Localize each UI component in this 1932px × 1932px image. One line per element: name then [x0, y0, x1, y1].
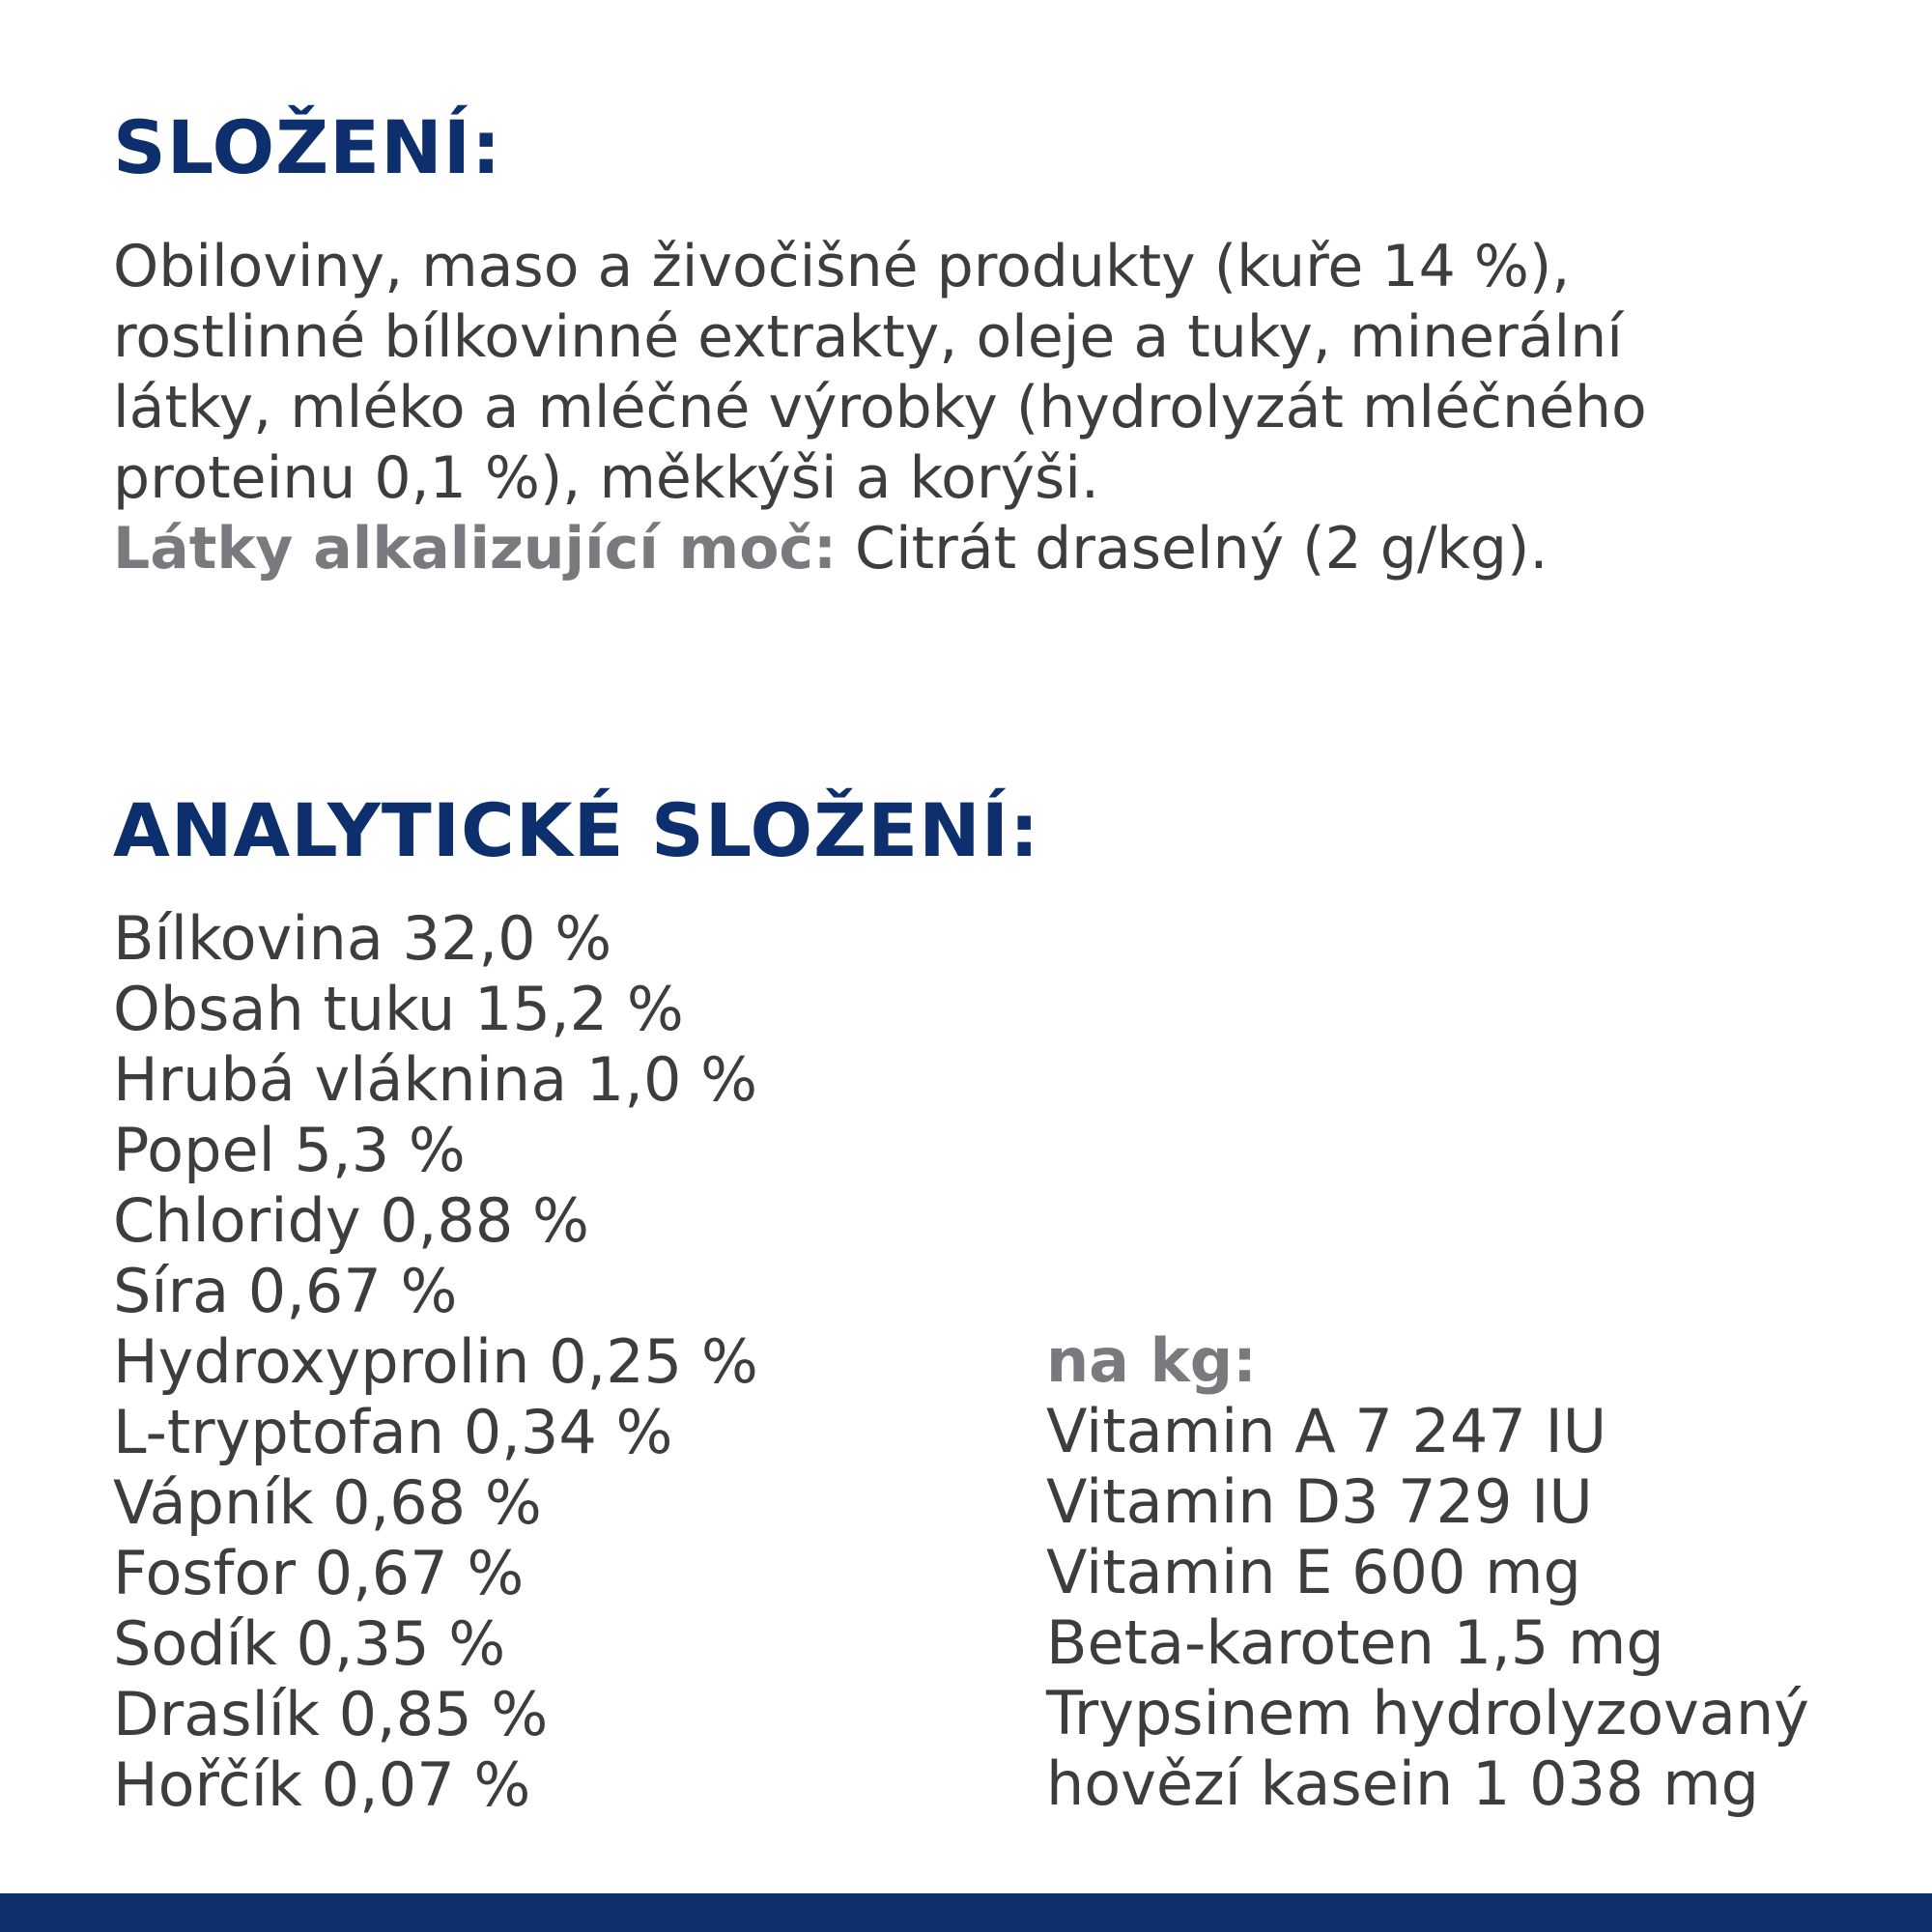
analytical-list — [113, 903, 758, 1820]
analytical-item: Hořčík 0,07 % — [113, 1749, 531, 1820]
per-kg-list — [1046, 1396, 1809, 1819]
per-kg-item: hovězí kasein 1 038 mg — [1046, 1748, 1759, 1819]
analytical-item: Sodík 0,35 % — [113, 1608, 506, 1679]
composition-line: proteinu 0,1 %), měkkýši a korýši. — [113, 444, 1099, 512]
per-kg-item: Beta-karoten 1,5 mg — [1046, 1607, 1664, 1678]
composition-line: rostlinné bílkovinné extrakty, oleje a tuky, minerální — [113, 303, 1623, 371]
composition-line: látky, mléko a mléčné výrobky (hydrolyzát mléčného — [113, 374, 1647, 441]
additive-label: Látky alkalizující moč: — [113, 515, 837, 582]
per-kg-heading: na kg: — [1046, 1325, 1257, 1396]
footer-bar — [0, 1893, 1932, 1932]
analytical-item: Vápník 0,68 % — [113, 1467, 542, 1538]
composition-text — [113, 232, 1910, 584]
per-kg-item: Vitamin D3 729 IU — [1046, 1466, 1593, 1537]
composition-line: Obiloviny, maso a živočišné produkty (kuře 14 %), — [113, 233, 1571, 300]
additive-value: Citrát draselný (2 g/kg). — [836, 515, 1548, 582]
analytical-item: Síra 0,67 % — [113, 1256, 458, 1326]
per-kg-item: Vitamin E 600 mg — [1046, 1537, 1581, 1607]
per-kg-item: Trypsinem hydrolyzovaný — [1046, 1678, 1809, 1748]
analytical-item: Hrubá vláknina 1,0 % — [113, 1044, 758, 1115]
analytical-heading: ANALYTICKÉ SLOŽENÍ: — [113, 787, 1040, 873]
per-kg-item: Vitamin A 7 247 IU — [1046, 1396, 1607, 1466]
per-kg-section — [1046, 1325, 1809, 1819]
analytical-item: Popel 5,3 % — [113, 1115, 466, 1185]
analytical-item: Obsah tuku 15,2 % — [113, 974, 684, 1044]
analytical-item: Bílkovina 32,0 % — [113, 903, 612, 974]
analytical-item: Hydroxyprolin 0,25 % — [113, 1326, 758, 1397]
analytical-item: Chloridy 0,88 % — [113, 1185, 589, 1256]
composition-heading: SLOŽENÍ: — [113, 104, 502, 190]
analytical-item: Fosfor 0,67 % — [113, 1538, 525, 1608]
analytical-item: Draslík 0,85 % — [113, 1679, 549, 1749]
analytical-item: L-tryptofan 0,34 % — [113, 1397, 673, 1467]
additive-line — [113, 514, 1910, 584]
